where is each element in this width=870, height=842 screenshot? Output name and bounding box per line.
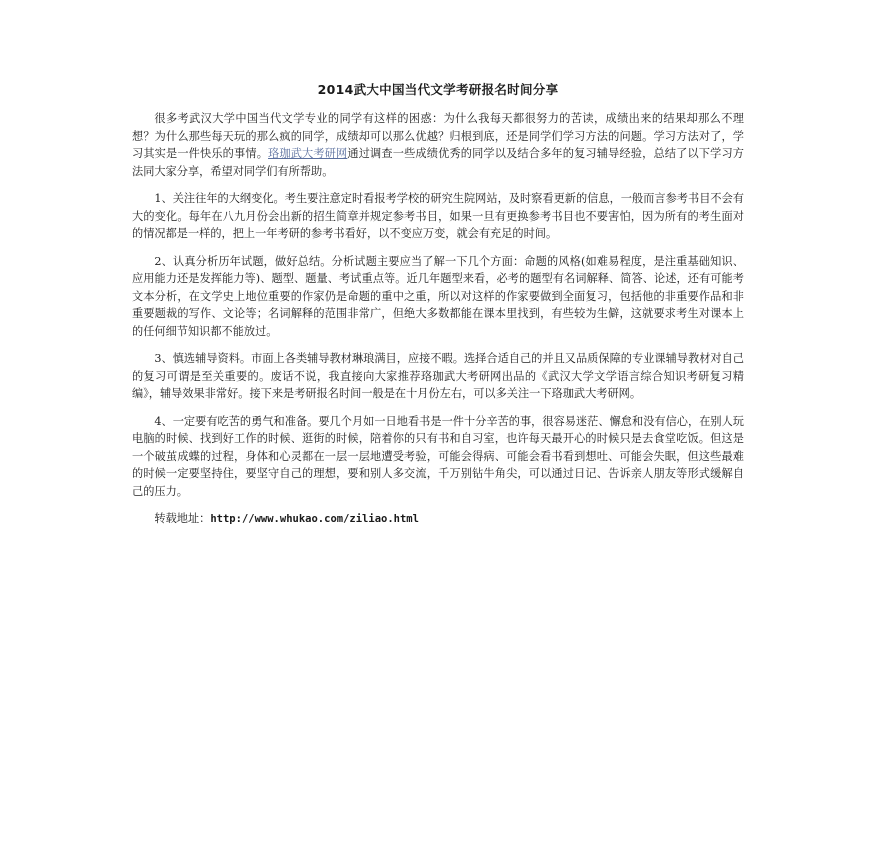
- source-url[interactable]: http://www.whukao.com/ziliao.html: [210, 513, 419, 525]
- document-body: [132, 80, 744, 529]
- tip-paragraph-3: 3、慎选辅导资料。市面上各类辅导教材琳琅满目，应接不暇。选择合适自己的并且又品质保障的专业课辅导教材对自己的复习可谓是至关重要的。废话不说，我直接向大家推荐珞珈武大考研网出品的《武汉大学文学语言综合知识考研复习精编》，辅导效果非常好。接下来是考研报名时间一般是在十月份左右，可以多关注一下珞珈武大考研网。: [132, 352, 744, 400]
- source-label: 转载地址：: [154, 512, 211, 525]
- intro-text-before-link: 很多考武汉大学中国当代文学专业的同学有这样的困惑：为什么我每天都很努力的苦读，成绩出来的结果却那么不理想？为什么那些每天玩的那么疯的同学，成绩却可以那么优越？归根到底，还是同学们学习方法的问题。学习方法对了，学习其实是一件快乐的事情。: [132, 112, 744, 160]
- tip-paragraph-2: 2、认真分析历年试题，做好总结。分析试题主要应当了解一下几个方面：命题的风格(如难易程度，是注重基础知识、应用能力还是发挥能力等)、题型、题量、考试重点等。近几年题型来看，必考的题型有名词解释、简答、论述，还有可能考文本分析，在文学史上地位重要的作家仍是命题的重中之重，所以对这样的作家要做到全面复习，包括他的非重要作品和非重要题裁的写作、文论等；名词解释的范围非常广，但绝大多数都能在课本里找到，有些较为生僻，这就要求考生对课本上的任何细节知识都不能放过。: [132, 254, 744, 338]
- document-title: 2014武大中国当代文学考研报名时间分享: [317, 82, 559, 97]
- source-line: [132, 510, 744, 529]
- tip-paragraph-1: 1、关注往年的大纲变化。考生要注意定时看报考学校的研究生院网站，及时察看更新的信息，一般而言参考书目不会有大的变化。每年在八九月份会出新的招生简章并规定参考书目，如果一旦有更换参考书目也不要害怕，因为所有的考生面对的情况都是一样的，把上一年考研的参考书看好，以不变应万变，就会有充足的时间。: [132, 192, 744, 240]
- intro-text-after-link: 通过调查一些成绩优秀的同学以及结合多年的复习辅导经验，总结了以下学习方法同大家分享，希望对同学们有所帮助。: [132, 147, 744, 178]
- site-link[interactable]: 珞珈武大考研网: [268, 147, 348, 160]
- intro-paragraph: [132, 110, 744, 180]
- tip-paragraph-4: 4、一定要有吃苦的勇气和准备。要几个月如一日地看书是一件十分辛苦的事，很容易迷茫、懈怠和没有信心，在别人玩电脑的时候、找到好工作的时候、逛街的时候，陪着你的只有书和自习室，也许每天最开心的时候只是去食堂吃饭。但这是一个破茧成蝶的过程，身体和心灵都在一层一层地遭受考验，可能会得病、可能会看书看到想吐、可能会失眠，但这些最难的时候一定要坚持住，要坚守自己的理想，要和别人多交流，千万别钻牛角尖，可以通过日记、告诉亲人朋友等形式缓解自己的压力。: [132, 414, 744, 498]
